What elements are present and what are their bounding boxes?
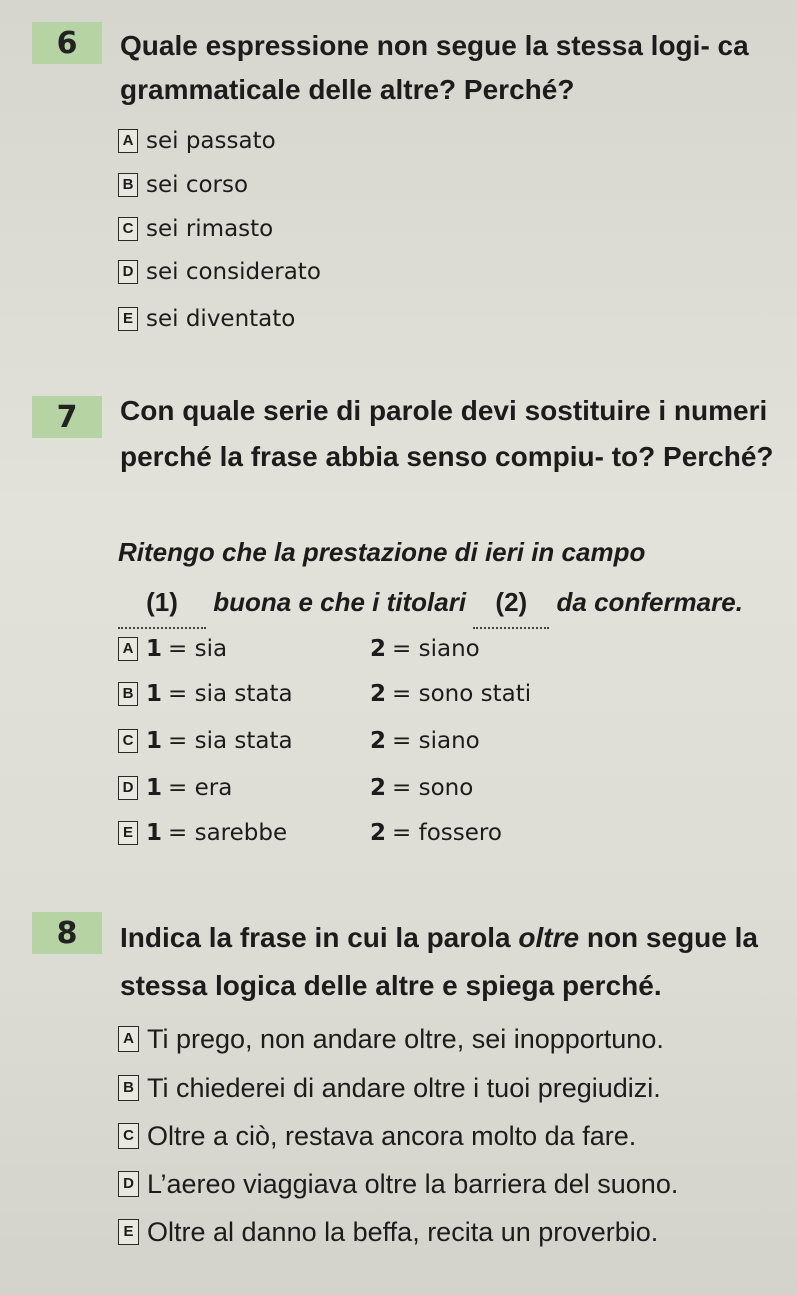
- sentence-part-2: buona e che i titolari: [213, 587, 467, 617]
- slot-1-value: = sia stata: [168, 728, 293, 754]
- slot-1-value: = sia: [168, 636, 228, 662]
- sentence-part-3: da confermare.: [556, 587, 743, 617]
- q8-option-b[interactable]: [118, 1068, 661, 1108]
- slot-2-label: 2: [370, 775, 387, 801]
- option-letter: E: [118, 821, 138, 845]
- option-letter: B: [118, 1075, 139, 1101]
- q8-option-d[interactable]: [118, 1164, 678, 1204]
- option-letter: D: [118, 1171, 139, 1197]
- q7-option-d[interactable]: [118, 771, 618, 805]
- option-text: Ti chiederei di andare oltre i tuoi pregiudizi.: [147, 1072, 661, 1103]
- option-letter: A: [118, 129, 138, 153]
- q6-option-c[interactable]: [118, 212, 273, 246]
- q6-option-a[interactable]: [118, 124, 276, 158]
- slot-1-label: 1: [146, 775, 163, 801]
- question-6-number: 6: [32, 22, 102, 64]
- question-7-number: 7: [32, 396, 102, 438]
- blank-1: (1): [118, 577, 206, 629]
- option-text: Oltre a ciò, restava ancora molto da fare.: [147, 1120, 637, 1151]
- slot-2-label: 2: [370, 820, 387, 846]
- blank-2: (2): [473, 577, 549, 629]
- q7-option-a[interactable]: [118, 632, 618, 666]
- question-7-text: Con quale serie di parole devi sostituire i numeri perché la frase abbia senso compiu- to? Perché?: [120, 395, 774, 472]
- option-letter: C: [118, 217, 138, 241]
- slot-2-value: = sono: [392, 775, 474, 801]
- option-letter: D: [118, 260, 138, 284]
- question-8-keyword: oltre: [518, 922, 580, 953]
- q8-option-a[interactable]: [118, 1019, 664, 1059]
- option-text: Oltre al danno la beffa, recita un proverbio.: [147, 1216, 659, 1247]
- slot-2-value: = fossero: [392, 820, 502, 846]
- slot-1-label: 1: [146, 636, 163, 662]
- option-text: sei passato: [146, 128, 276, 154]
- q8-option-c[interactable]: [118, 1116, 636, 1156]
- option-letter: C: [118, 1123, 139, 1149]
- slot-2-value: = sono stati: [392, 681, 532, 707]
- option-letter: C: [118, 729, 138, 753]
- slot-2-label: 2: [370, 636, 387, 662]
- option-letter: D: [118, 776, 138, 800]
- slot-1-label: 1: [146, 681, 163, 707]
- question-8-part-2: non segue la stessa logica delle altre e spiega perché.: [120, 922, 758, 1001]
- slot-2-value: = siano: [392, 636, 480, 662]
- option-text: Ti prego, non andare oltre, sei inopportuno.: [147, 1023, 664, 1054]
- option-letter: E: [118, 1219, 139, 1245]
- q7-option-c[interactable]: [118, 724, 618, 758]
- slot-2-label: 2: [370, 728, 387, 754]
- option-letter: B: [118, 173, 138, 197]
- option-text: sei considerato: [146, 259, 321, 285]
- q6-option-b[interactable]: [118, 168, 248, 202]
- slot-1-value: = sia stata: [168, 681, 293, 707]
- q7-option-b[interactable]: [118, 677, 618, 711]
- slot-1-value: = sarebbe: [168, 820, 288, 846]
- option-text: sei rimasto: [146, 216, 274, 242]
- slot-1-value: = era: [168, 775, 233, 801]
- slot-1-label: 1: [146, 728, 163, 754]
- question-6-text: Quale espressione non segue la stessa logi- ca grammaticale delle altre? Perché?: [120, 30, 749, 105]
- slot-1-label: 1: [146, 820, 163, 846]
- sentence-part-1: Ritengo che la prestazione di ieri in campo: [118, 537, 646, 567]
- slot-2-value: = siano: [392, 728, 480, 754]
- q6-option-e[interactable]: [118, 302, 295, 336]
- q7-option-e[interactable]: [118, 816, 618, 850]
- option-text: sei corso: [146, 172, 249, 198]
- option-letter: B: [118, 682, 138, 706]
- option-letter: E: [118, 307, 138, 331]
- question-8-part-1: Indica la frase in cui la parola: [120, 922, 511, 953]
- question-8-text: [120, 914, 785, 1010]
- option-text: L’aereo viaggiava oltre la barriera del suono.: [147, 1168, 679, 1199]
- option-letter: A: [118, 1026, 139, 1052]
- q8-option-e[interactable]: [118, 1212, 658, 1252]
- question-8-number: 8: [32, 912, 102, 954]
- slot-2-label: 2: [370, 681, 387, 707]
- option-text: sei diventato: [146, 306, 296, 332]
- option-letter: A: [118, 637, 138, 661]
- q6-option-d[interactable]: [118, 255, 321, 289]
- q7-sentence: [118, 527, 788, 629]
